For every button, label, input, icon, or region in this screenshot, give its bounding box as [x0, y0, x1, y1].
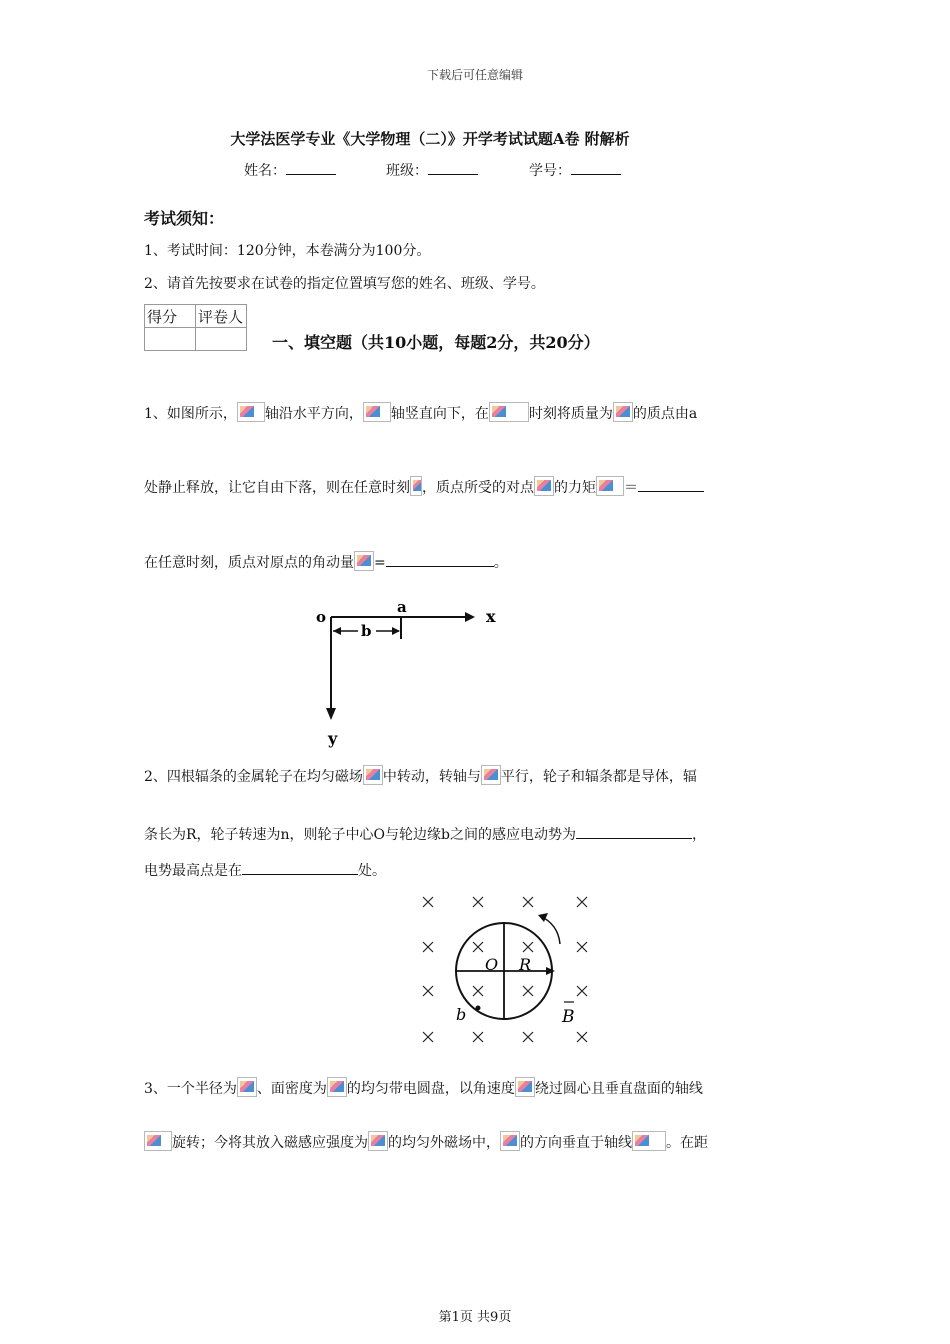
score-cell: [145, 328, 196, 351]
notice-item-2: 2、请首先按要求在试卷的指定位置填写您的姓名、班级、学号。: [144, 276, 545, 292]
q1-text: 时刻将质量为: [528, 406, 613, 422]
q3-line-2: [144, 1131, 814, 1152]
image-placeholder-icon: [354, 551, 374, 571]
image-placeholder-icon: [500, 1131, 520, 1151]
fig2-O-label: O: [485, 955, 499, 974]
image-placeholder-icon: [363, 765, 383, 785]
q2-line-2: [144, 824, 814, 844]
q2-text: 条长为R，轮子转速为n，则轮子中心O与轮边缘b之间的感应电动势为: [144, 827, 576, 843]
q3-text: 绕过圆心且垂直盘面的轴线: [534, 1081, 703, 1097]
q1-text: ，质点所受的对点: [422, 480, 534, 496]
fig1-x-label: x: [486, 607, 496, 626]
page-footer: 第1页 共9页: [438, 1310, 512, 1325]
fig1-b-label: b: [361, 622, 372, 640]
b-arrow-right: [392, 627, 400, 635]
q1-line-3: [144, 551, 814, 572]
answer-blank: [638, 477, 704, 492]
q3-text: 的方向垂直于轴线: [520, 1135, 632, 1151]
q1-line-1: [144, 402, 814, 423]
id-label: 学号：: [529, 163, 571, 179]
image-placeholder-icon: [327, 1077, 347, 1097]
q3-line-1: [144, 1077, 814, 1098]
q1-text: ＝: [624, 480, 638, 496]
b-arrow-left: [333, 627, 341, 635]
image-placeholder-icon: [237, 402, 265, 422]
q1-line-2: [144, 476, 814, 497]
q2-text: 平行，轮子和辐条都是导体，辐: [500, 769, 697, 785]
score-header: 得分: [145, 305, 196, 328]
q2-text: ，: [692, 827, 706, 843]
q1-text: 在任意时刻，质点对原点的角动量: [144, 555, 354, 571]
point-b-dot: [476, 1006, 481, 1011]
fig2-R-label: R: [519, 955, 532, 974]
class-label: 班级：: [386, 163, 428, 179]
notice-item-1: 1、考试时间：120分钟，本卷满分为100分。: [144, 243, 431, 259]
q2-text: 2、四根辐条的金属轮子在均匀磁场: [144, 769, 363, 785]
answer-blank: [576, 824, 692, 839]
fig1-y-label: y: [328, 729, 338, 748]
fig2-B-label: B: [562, 1007, 575, 1027]
class-blank: [428, 160, 478, 175]
axes-figure: [300, 596, 510, 748]
id-field: [529, 160, 621, 180]
image-placeholder-icon: [596, 476, 624, 496]
answer-blank: [386, 552, 494, 567]
image-placeholder-icon: [534, 476, 554, 496]
image-placeholder-icon: [363, 402, 391, 422]
grader-cell: [196, 328, 247, 351]
image-placeholder-icon: [489, 402, 529, 422]
q2-text: 中转动，转轴与: [382, 769, 481, 785]
class-field: [386, 160, 478, 180]
name-blank: [286, 160, 336, 175]
name-label: 姓名：: [244, 163, 286, 179]
image-placeholder-icon: [481, 765, 501, 785]
notice-heading: 考试须知：: [144, 209, 225, 228]
image-placeholder-icon: [613, 402, 633, 422]
image-placeholder-icon: [368, 1131, 388, 1151]
fig1-origin-label: o: [316, 608, 327, 626]
q2-line-3: [144, 860, 814, 880]
fig2-b-label: b: [456, 1005, 467, 1024]
image-placeholder-icon: [410, 476, 422, 496]
image-placeholder-icon: [237, 1077, 257, 1097]
q1-text: 轴竖直向下，在: [390, 406, 489, 422]
q3-text: 的均匀带电圆盘，以角速度: [346, 1081, 515, 1097]
q1-text: 。: [493, 555, 508, 571]
q1-text: 1、如图所示，: [144, 406, 237, 422]
q1-text: =: [374, 555, 386, 571]
q1-text: 轴沿水平方向，: [264, 406, 363, 422]
score-table: [144, 304, 247, 351]
grader-header: 评卷人: [196, 305, 247, 328]
radius-arrow: [546, 967, 555, 975]
q3-text: 、面密度为: [256, 1081, 327, 1097]
header-note: 下载后可任意编辑: [426, 68, 523, 82]
q3-text: 。在距: [666, 1135, 708, 1151]
section-heading: 一、填空题（共10小题，每题2分，共20分）: [272, 333, 600, 352]
q1-text: 的力矩: [554, 480, 596, 496]
x-axis-arrow: [465, 612, 475, 622]
id-blank: [571, 160, 621, 175]
q2-text: 处。: [358, 863, 386, 879]
q3-text: 的均匀外磁场中，: [388, 1135, 500, 1151]
answer-blank: [242, 860, 358, 875]
page-title: 大学法医学专业《大学物理（二）》开学考试试题A卷 附解析: [230, 130, 630, 148]
fig1-a-label: a: [397, 598, 407, 616]
q2-line-1: [144, 765, 814, 786]
q1-text: 的质点由a: [632, 406, 698, 422]
image-placeholder-icon: [632, 1131, 666, 1151]
image-placeholder-icon: [144, 1131, 172, 1151]
wheel-figure: [418, 888, 598, 1048]
q3-text: 旋转；今将其放入磁感应强度为: [172, 1135, 368, 1151]
name-field: [244, 160, 336, 180]
q3-text: 3、一个半径为: [144, 1081, 237, 1097]
q2-text: 电势最高点是在: [144, 863, 242, 879]
image-placeholder-icon: [515, 1077, 535, 1097]
q1-text: 处静止释放，让它自由下落，则在任意时刻: [144, 480, 410, 496]
y-axis-arrow: [326, 708, 336, 720]
rotation-arrowhead: [538, 913, 548, 922]
